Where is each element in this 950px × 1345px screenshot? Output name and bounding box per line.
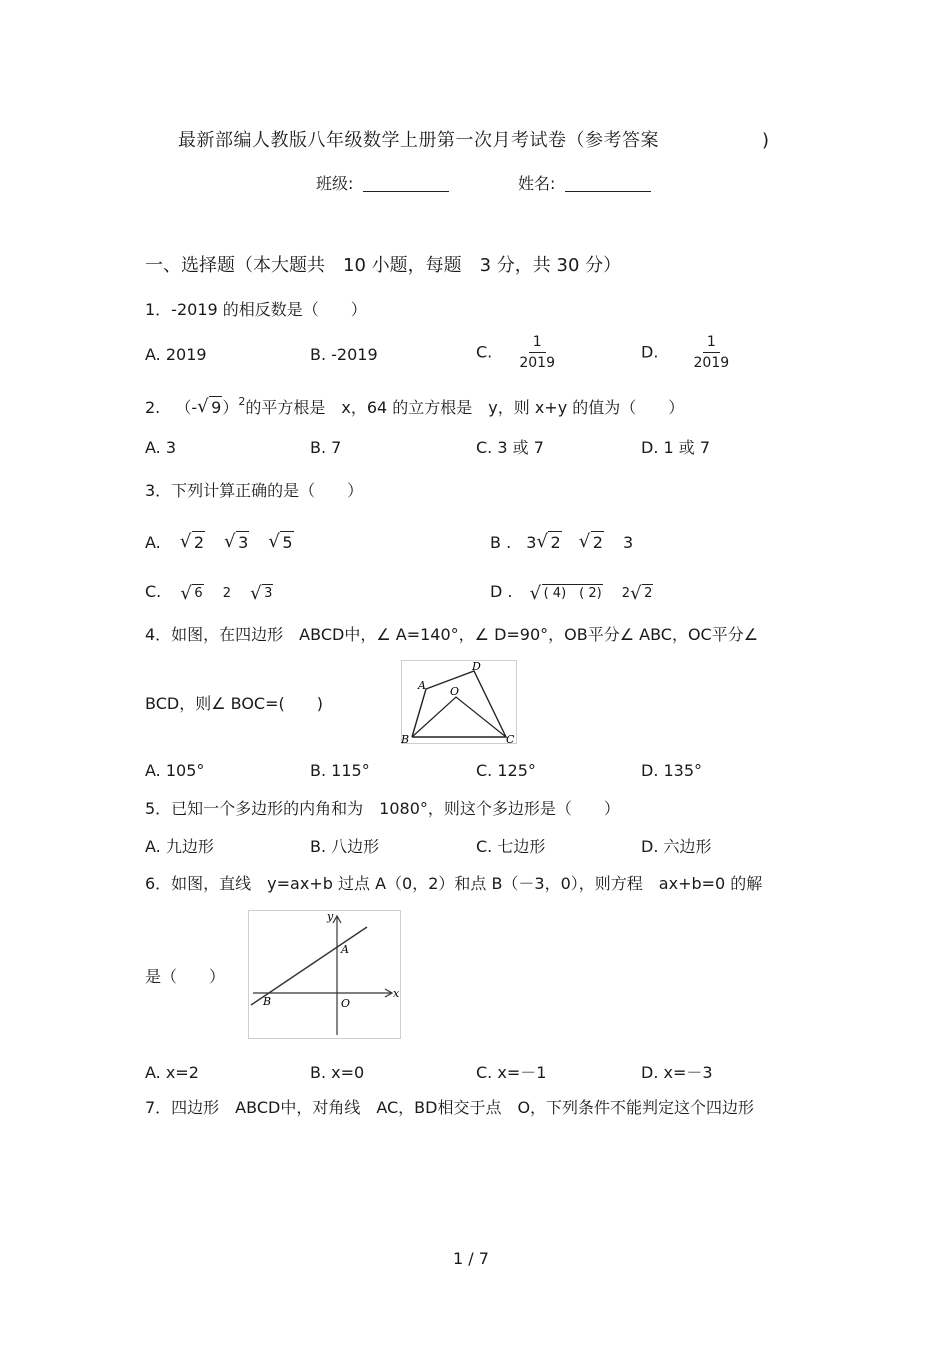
- sqrt-sign-icon: √: [250, 583, 262, 604]
- q6-stem-2: 是（ ）: [145, 967, 226, 986]
- q3-a-label: A.: [145, 533, 161, 552]
- q1-d-numerator: 1: [703, 335, 720, 353]
- sqrt-sign-icon: √: [197, 396, 209, 417]
- q2-option-b: B. 7: [310, 438, 342, 457]
- q3-d-coef: 2: [621, 586, 631, 601]
- q3-option-b: [490, 531, 634, 552]
- q2-sqrt: [197, 396, 222, 417]
- q5-option-b: B. 八边形: [310, 837, 380, 856]
- q2-exponent: 2: [238, 395, 246, 408]
- q2-paren-open: （-: [175, 398, 198, 417]
- q3-c-label: C.: [145, 582, 162, 601]
- name-label: 姓名:: [518, 174, 556, 193]
- q3-d-sqrt: √ ( 4) ( 2): [529, 583, 602, 604]
- q4-option-b: B. 115°: [310, 761, 370, 780]
- q1-stem: 1．-2019 的相反数是（ ）: [145, 300, 367, 319]
- q1-c-fraction: [519, 335, 555, 370]
- q3-option-a: [145, 531, 294, 552]
- q3-a-sqrt-1: √ 2: [179, 531, 205, 552]
- q4-option-a: A. 105°: [145, 761, 205, 780]
- name-field: [518, 176, 651, 192]
- class-blank: [363, 177, 449, 192]
- q1-option-b: B. -2019: [310, 345, 378, 364]
- q3-c-coef: 2: [222, 586, 232, 601]
- sqrt-sign-icon: √: [578, 531, 591, 552]
- q2-radicand: 9: [211, 398, 222, 417]
- sqrt-sign-icon: √: [224, 531, 236, 552]
- sqrt-sign-icon: √: [179, 531, 192, 552]
- class-label: 班级:: [316, 174, 354, 193]
- q1-c-denominator: 2019: [519, 355, 555, 371]
- q3-c-sqrt-1: √ 6: [180, 583, 203, 604]
- bisector-lines: [412, 697, 506, 737]
- q5-option-c: C. 七边形: [476, 837, 546, 856]
- q3-option-c: [145, 582, 273, 604]
- sqrt-sign-icon: √: [180, 583, 192, 604]
- q5-stem: 5．已知一个多边形的内角和为 1080°，则这个多边形是（ ）: [145, 799, 620, 818]
- q3-stem: 3．下列计算正确的是（ ）: [145, 481, 364, 500]
- q4-option-d: D. 135°: [641, 761, 703, 780]
- q3-option-d: [490, 582, 653, 604]
- q6-option-b: B. x=0: [310, 1063, 365, 1082]
- q2-option-c: C. 3 或 7: [476, 438, 544, 457]
- q3-b-coef: 3: [526, 533, 537, 552]
- q2-number: 2.: [145, 398, 161, 417]
- label-point-a: A: [341, 943, 349, 956]
- q4-option-c: C. 125°: [476, 761, 536, 780]
- q3-a-sqrt-3: √ 5: [268, 531, 293, 552]
- label-point-b: B: [263, 995, 272, 1008]
- label-y: y: [327, 910, 334, 923]
- q6-option-a: A. x=2: [145, 1063, 199, 1082]
- page-number: 1 / 7: [453, 1249, 489, 1268]
- q6-stem: 6．如图，直线 y=ax+b 过点 A（0，2）和点 B（－3，0），则方程 ax+b=0 的解: [145, 874, 763, 893]
- q1-option-d: [641, 335, 729, 370]
- q5-option-a: A. 九边形: [145, 837, 214, 856]
- q6-option-c: C. x=－1: [476, 1063, 547, 1082]
- sqrt-sign-icon: √: [630, 583, 642, 604]
- q2-rest: 的平方根是 x，64 的立方根是 y，则 x+y 的值为（ ）: [245, 398, 685, 417]
- label-x: x: [393, 987, 400, 1000]
- q1-d-denominator: 2019: [693, 355, 730, 371]
- q6-figure: [248, 910, 401, 1039]
- q3-b-result: 3: [623, 533, 634, 552]
- sqrt-sign-icon: √: [536, 531, 548, 552]
- label-b: B: [401, 733, 410, 746]
- q4-stem: 4．如图，在四边形 ABCD中，∠ A=140°，∠ D=90°，OB平分∠ ABC，OC平分∠: [145, 625, 759, 644]
- q1-option-a: A. 2019: [145, 345, 207, 364]
- q3-b-label: B .: [490, 533, 512, 552]
- section-heading: 一、选择题（本大题共 10 小题，每题 3 分，共 30 分）: [145, 255, 622, 276]
- q6-option-d: D. x=－3: [641, 1063, 713, 1082]
- q2-option-a: A. 3: [145, 438, 177, 457]
- q2-option-d: D. 1 或 7: [641, 438, 711, 457]
- sqrt-sign-icon: √: [529, 583, 542, 604]
- coordinate-graph: [249, 911, 400, 1038]
- q4-stem-2: BCD，则∠ BOC=( ): [145, 694, 323, 713]
- name-blank: [565, 177, 651, 192]
- q3-c-sqrt-2: √ 3: [250, 583, 273, 604]
- q3-b-sqrt-1: √ 2: [536, 531, 561, 552]
- q3-a-sqrt-2: √ 3: [224, 531, 249, 552]
- quadrilateral-diagram: [401, 660, 516, 746]
- label-o: O: [450, 685, 460, 698]
- q3-d-label: D .: [490, 582, 513, 601]
- q1-c-label: C.: [476, 342, 493, 362]
- q1-d-fraction: [694, 335, 730, 370]
- label-d: D: [472, 660, 481, 673]
- label-origin: O: [341, 997, 351, 1010]
- quadrilateral-abcd: [412, 671, 506, 737]
- q2-paren-close: ）: [222, 398, 239, 417]
- label-c: C: [506, 733, 515, 746]
- label-a: A: [418, 679, 426, 692]
- class-field: [316, 176, 449, 192]
- q3-d-sqrt-2: √ 2: [630, 583, 653, 604]
- q5-option-d: D. 六边形: [641, 837, 712, 856]
- q2-stem: [145, 396, 684, 416]
- q1-d-label: D.: [641, 342, 659, 362]
- q4-figure: [401, 660, 517, 744]
- q1-option-c: [476, 335, 555, 370]
- page-title-close: ): [762, 130, 770, 151]
- sqrt-sign-icon: √: [268, 531, 280, 552]
- page-title: 最新部编人教版八年级数学上册第一次月考试卷（参考答案: [178, 130, 659, 151]
- q1-c-numerator: 1: [529, 335, 546, 353]
- q3-b-sqrt-2: √ 2: [578, 531, 603, 552]
- q7-stem: 7．四边形 ABCD中，对角线 AC，BD相交于点 O，下列条件不能判定这个四边形: [145, 1098, 755, 1117]
